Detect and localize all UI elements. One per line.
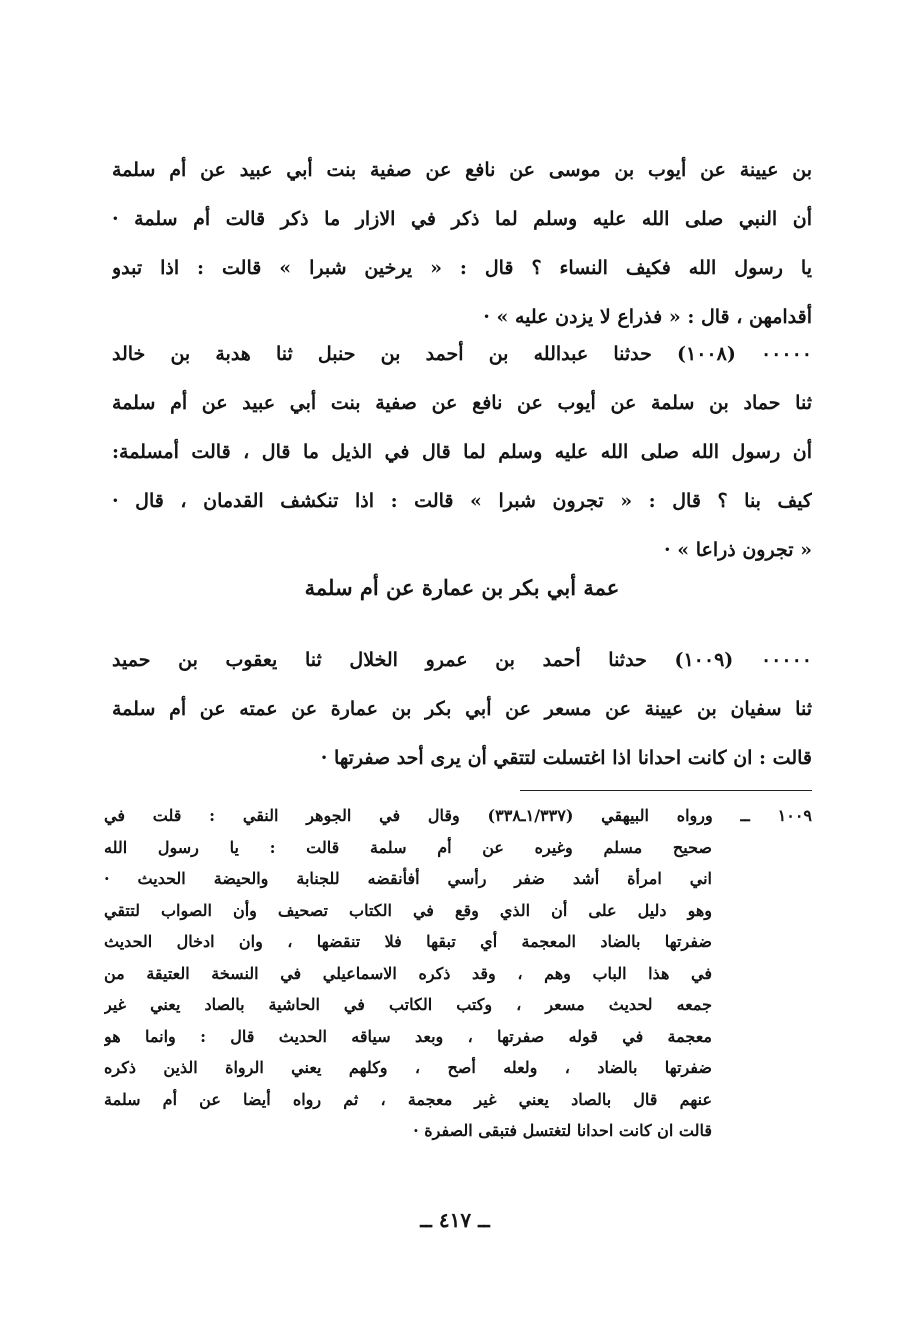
footnote-line: معجمة في قوله صفرتها ، وبعد سياقه الحديث قال : وانما هو <box>104 1026 712 1046</box>
footnote-line: ضفرتها بالضاد ، ولعله أصح ، وكلهم يعني الرواة الذين ذكره <box>104 1058 712 1077</box>
footnote-line: ضفرتها بالضاد المعجمة أي تبقها فلا تنقضها ، وان ادخال الحديث <box>104 932 712 951</box>
footnote-line: عنهم قال بالصاد يعني غير معجمة ، ثم رواه أيضا عن أم سلمة <box>104 1089 712 1109</box>
text-line: ٠٠٠٠٠ (١٠٠٩) حدثنا أحمد بن عمرو الخلال ثنا يعقوب بن حميد <box>112 649 812 671</box>
text-line: أن النبي صلى الله عليه وسلم لما ذكر في الازار ما ذكر قالت أم سلمة · <box>112 208 812 230</box>
text-line: ثنا حماد بن سلمة عن أيوب عن نافع عن صفية بنت أبي عبيد عن أم سلمة <box>112 392 812 414</box>
text-line: أن رسول الله صلى الله عليه وسلم لما قال في الذيل ما قال ، قالت أمسلمة: <box>112 441 812 463</box>
text-line: ثنا سفيان بن عيينة عن مسعر عن أبي بكر بن عمارة عن عمته عن أم سلمة <box>112 698 812 720</box>
hadith-block-1009 <box>112 636 812 783</box>
text-line: كيف بنا ؟ قال : « تجرون شبرا » قالت : اذا تنكشف القدمان ، قال · <box>112 490 812 512</box>
footnote-divider <box>520 790 812 791</box>
footnote-line: صحيح مسلم وغيره عن أم سلمة قالت : يا رسول الله <box>104 837 712 857</box>
footnote-line: قالت ان كانت احدانا لتغتسل فتبقى الصفرة · <box>413 1121 712 1140</box>
page-number: ــ ٤١٧ ــ <box>420 1208 490 1232</box>
text-line: « تجرون ذراعا » · <box>663 539 812 561</box>
text-line: بن عيينة عن أيوب بن موسى عن نافع عن صفية بنت أبي عبيد عن أم سلمة <box>112 159 812 181</box>
text-line: يا رسول الله فكيف النساء ؟ قال : « يرخين شبرا » قالت : اذا تبدو <box>112 257 812 279</box>
text-line: قالت : ان كانت احدانا اذا اغتسلت لتتقي أن يرى أحد صفرتها · <box>320 747 812 769</box>
footnote-line: ١٠٠٩ ــ ورواه البيهقي (١/٣٣٧ـ٣٣٨) وقال في الجوهر النقي : قلت في <box>104 806 812 825</box>
hadith-block-1008 <box>112 330 812 575</box>
text-line: أقدامهن ، قال : « فذراع لا يزدن عليه » · <box>483 306 812 328</box>
footnote-block <box>104 800 812 1147</box>
section-heading: عمة أبي بكر بن عمارة عن أم سلمة <box>304 575 620 600</box>
hadith-block-continued <box>112 146 812 342</box>
footnote-line: اني امرأة أشد ضفر رأسي أفأنقضه للجنابة والحيضة الحديث · <box>104 869 712 888</box>
footnote-line: جمعه لحديث مسعر ، وكتب الكاتب في الحاشية بالصاد يعني غير <box>104 995 712 1014</box>
footnote-line: وهو دليل على أن الذي وقع في الكتاب تصحيف وأن الصواب لتتقي <box>104 900 712 920</box>
footnote-line: في هذا الباب وهم ، وقد ذكره الاسماعيلي في النسخة العتيقة من <box>104 963 712 983</box>
text-line: ٠٠٠٠٠ (١٠٠٨) حدثنا عبدالله بن أحمد بن حنبل ثنا هدبة بن خالد <box>112 343 812 365</box>
